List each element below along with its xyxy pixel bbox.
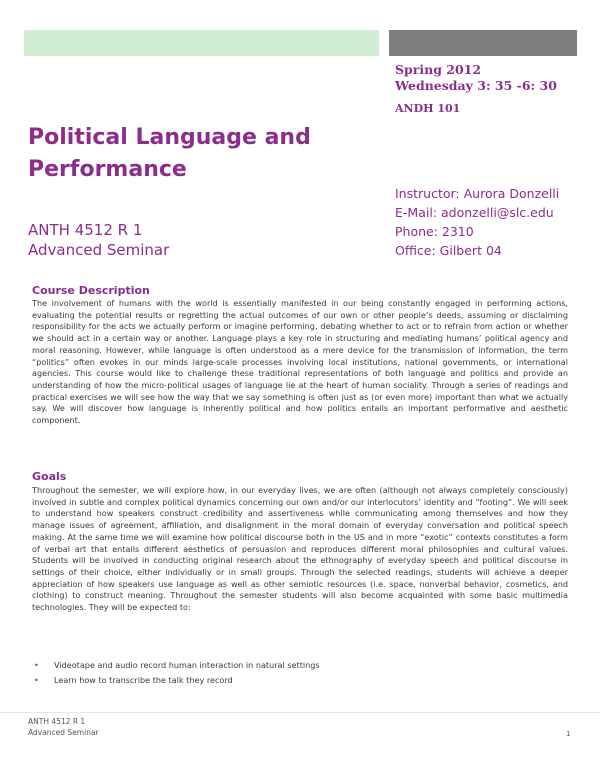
title-line-2: Performance (28, 157, 187, 182)
course-code: ANTH 4512 R 1 (28, 221, 143, 239)
course-subtitle (28, 220, 169, 260)
contact-block (395, 184, 559, 260)
footer-code: ANTH 4512 R 1 (28, 717, 86, 726)
page-number: 1 (566, 730, 571, 738)
footer-divider (0, 712, 600, 713)
course-type: Advanced Seminar (28, 241, 170, 259)
header-green-bar (24, 30, 379, 56)
footer (28, 716, 99, 738)
phone: Phone: 2310 (395, 224, 474, 239)
goals-list (32, 658, 320, 688)
list-item: • Learn how to transcribe the talk they record (32, 673, 320, 688)
term: Spring 2012 (395, 62, 482, 77)
title-line-1: Political Language and (28, 125, 311, 150)
room: ANDH 101 (395, 102, 461, 115)
header-gray-bar (389, 30, 577, 56)
term-block (395, 62, 557, 94)
office: Office: Gilbert 04 (395, 243, 502, 258)
course-title (28, 122, 311, 186)
schedule: Wednesday 3: 35 -6: 30 (395, 78, 557, 93)
instructor: Instructor: Aurora Donzelli (395, 186, 560, 201)
goals-heading: Goals (32, 470, 67, 483)
email: E-Mail: adonzelli@slc.edu (395, 205, 554, 220)
list-item: • Videotape and audio record human interaction in natural settings (32, 658, 320, 673)
course-description-heading: Course Description (32, 284, 150, 297)
goals-body: Throughout the semester, we will explore how, in our everyday lives, we are often (although not always completely consciously) involved in subtle and complex political dynamics concerning our own and/or our interlocutors’ identity and “footing”. We will seek to understand how speakers construct credibility and assertiveness while communicating among themselves and how they manage issues of agreement, affiliation, and disalignment in the moral domain of everyday conversation and political speech making. At the same time we will examine how political discourse both in the US and in more “exotic” contexts constitutes a form of verbal art that entails different aesthetics of persuasion and reproduces different moral philosophies and cultural values. Students will be involved in conducting original research about the ethnography of everyday speech and political discourse in settings of their choice, either individually or in small groups. Through the selected readings, students will achieve a deeper appreciation of how speakers use language as well as other semiotic resources (i.e. space, nonverbal behavior, cosmetics, and clothing) to construct meaning. Throughout the semester students will also become acquainted with some basic multimedia technologies. They will be expected to: (32, 485, 568, 613)
course-description-body: The involvement of humans with the world is essentially manifested in our being constantly engaged in performing actions, evaluating the potential results or regretting the actual outcomes of our own or other people’s deeds, assuming or disclaiming responsibility for the acts we actually perform or imagine performing, debating whether to act or to refrain from action or whether we should act in a certain way or another. Language plays a key role in structuring and mediating humans’ political agency and moral reasoning. However, while language is often understood as a mere device for the transmission of information, the term “politics” often evokes in our minds large-scale processes involving local institutions, national governments, or international agencies. This course would like to challenge these traditional representations of both language and politics and provide an understanding of how the micro-political usages of language lie at the heart of human sociality. Through a series of readings and practical exercises we will see how the way that we say something is often just as (or even more) important than what we actually say. We will discover how language is inherently political and how politics entails an important performative and aesthetic component. (32, 298, 568, 426)
footer-type: Advanced Seminar (28, 728, 99, 737)
